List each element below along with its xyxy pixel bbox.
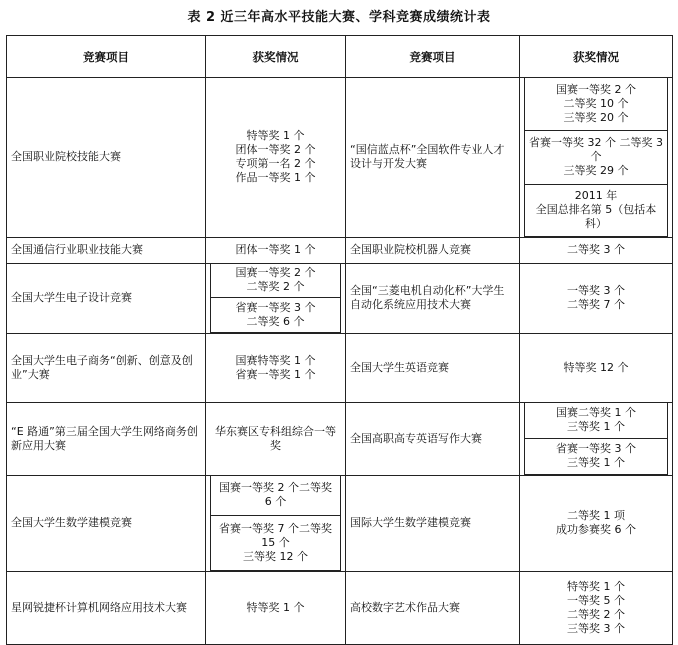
award-line: 一等奖 3 个 — [567, 284, 625, 298]
competition-name-text: “国信蓝点杯”全国软件专业人才设计与开发大赛 — [350, 143, 505, 171]
award-line: 成功参赛奖 6 个 — [556, 523, 636, 537]
award-cell — [520, 572, 673, 645]
award-line: 省赛一等奖 32 个 二等奖 3 个 — [529, 136, 663, 163]
award-line: 三等奖 1 个 — [567, 420, 625, 434]
table-row — [7, 572, 673, 645]
table-row — [7, 334, 673, 403]
header-award-left: 获奖情况 — [206, 36, 346, 78]
award-line: 二等奖 2 个 — [246, 280, 305, 294]
award-line: 国赛二等奖 1 个 — [556, 406, 636, 420]
award-cell — [520, 475, 673, 572]
award-cell — [520, 237, 673, 263]
competition-table — [6, 35, 673, 645]
competition-name — [346, 403, 520, 476]
table-row — [7, 237, 673, 263]
competition-name: 全国大学生英语竞赛 — [346, 334, 520, 403]
award-line: 二等奖 1 项 — [567, 509, 625, 523]
competition-name-text: 全国大学生电子商务“创新、创意及创业”大赛 — [11, 354, 193, 381]
award-line: 三等奖 29 个 — [563, 164, 629, 177]
competition-name — [7, 334, 206, 403]
award-line: 三等奖 1 个 — [567, 456, 625, 469]
award-cell — [520, 263, 673, 334]
competition-name-text: 全国“三菱电机自动化杯”大学生自动化系统应用技术大赛 — [350, 284, 505, 312]
award-cell — [206, 78, 346, 238]
award-line: 特等奖 12 个 — [563, 361, 629, 374]
award-line: 团体一等奖 1 个 — [235, 243, 316, 256]
award-line: 特等奖 1 个 — [567, 580, 625, 593]
competition-name: 高校数字艺术作品大赛 — [346, 572, 520, 645]
award-line: 二等奖 7 个 — [567, 298, 625, 312]
award-line: 特等奖 1 个 — [246, 601, 305, 614]
award-line: 省赛一等奖 3 个 — [235, 301, 316, 314]
award-line: 特等奖 1 个 — [246, 129, 305, 143]
award-line: 二等奖 6 个 — [246, 315, 305, 328]
award-cell — [520, 403, 673, 476]
competition-name: 全国大学生数学建模竞赛 — [7, 475, 206, 572]
award-line: 二等奖 10 个 — [563, 96, 629, 110]
award-line: 国赛一等奖 2 个 — [235, 266, 316, 280]
award-cell — [206, 263, 346, 334]
award-line: 二等奖 3 个 — [567, 243, 625, 256]
award-cell — [206, 475, 346, 572]
competition-name: 全国职业院校技能大赛 — [7, 78, 206, 238]
award-line: 全国总排名第 5（包括本科） — [535, 203, 657, 230]
table-row — [7, 78, 673, 238]
competition-name: 全国通信行业职业技能大赛 — [7, 237, 206, 263]
competition-name — [346, 78, 520, 238]
award-cell — [206, 334, 346, 403]
award-line: 省赛一等奖 1 个 — [235, 368, 316, 381]
table-header-row — [7, 36, 673, 78]
award-line: 团体一等奖 2 个 — [235, 143, 316, 157]
award-cell — [206, 237, 346, 263]
competition-name: 全国大学生电子设计竞赛 — [7, 263, 206, 334]
award-cell — [206, 572, 346, 645]
header-competition-right: 竞赛项目 — [346, 36, 520, 78]
competition-name: 国际大学生数学建模竞赛 — [346, 475, 520, 572]
award-line: 一等奖 5 个 — [567, 594, 625, 607]
award-line: 省赛一等奖 7 个二等奖 15 个 — [219, 522, 332, 549]
award-line: 国赛一等奖 2 个二等奖 6 个 — [219, 481, 332, 509]
award-line: 二等奖 2 个 — [567, 608, 625, 621]
table-row — [7, 263, 673, 334]
award-line: 2011 年 — [574, 189, 618, 202]
competition-name — [346, 263, 520, 334]
table-row — [7, 475, 673, 572]
award-line: 国赛特等奖 1 个 — [235, 354, 316, 367]
competition-name-text: “E 路通”第三届全国大学生网络商务创新应用大赛 — [11, 424, 198, 452]
award-cell — [520, 78, 673, 238]
table-row — [7, 403, 673, 476]
award-line: 省赛一等奖 3 个 — [556, 442, 636, 455]
award-line: 华东赛区专科组综合一等奖 — [215, 424, 336, 452]
competition-name-text: 星网锐捷杯计算机网络应用技术大赛 — [11, 601, 187, 614]
award-line: 国赛一等奖 2 个 — [556, 82, 636, 96]
header-competition-left: 竞赛项目 — [7, 36, 206, 78]
competition-name-text: 全国高职高专英语写作大赛 — [350, 431, 482, 445]
award-line: 三等奖 12 个 — [243, 550, 308, 563]
award-cell — [520, 334, 673, 403]
award-line: 三等奖 20 个 — [563, 110, 629, 124]
competition-name: 全国职业院校机器人竞赛 — [346, 237, 520, 263]
competition-name — [7, 572, 206, 645]
award-line: 专项第一名 2 个 — [235, 157, 316, 171]
award-line: 作品一等奖 1 个 — [235, 171, 316, 185]
header-award-right: 获奖情况 — [520, 36, 673, 78]
award-line: 三等奖 3 个 — [567, 622, 625, 635]
award-cell — [206, 403, 346, 476]
table-title: 表 2 近三年高水平技能大赛、学科竞赛成绩统计表 — [187, 10, 491, 25]
competition-name — [7, 403, 206, 476]
